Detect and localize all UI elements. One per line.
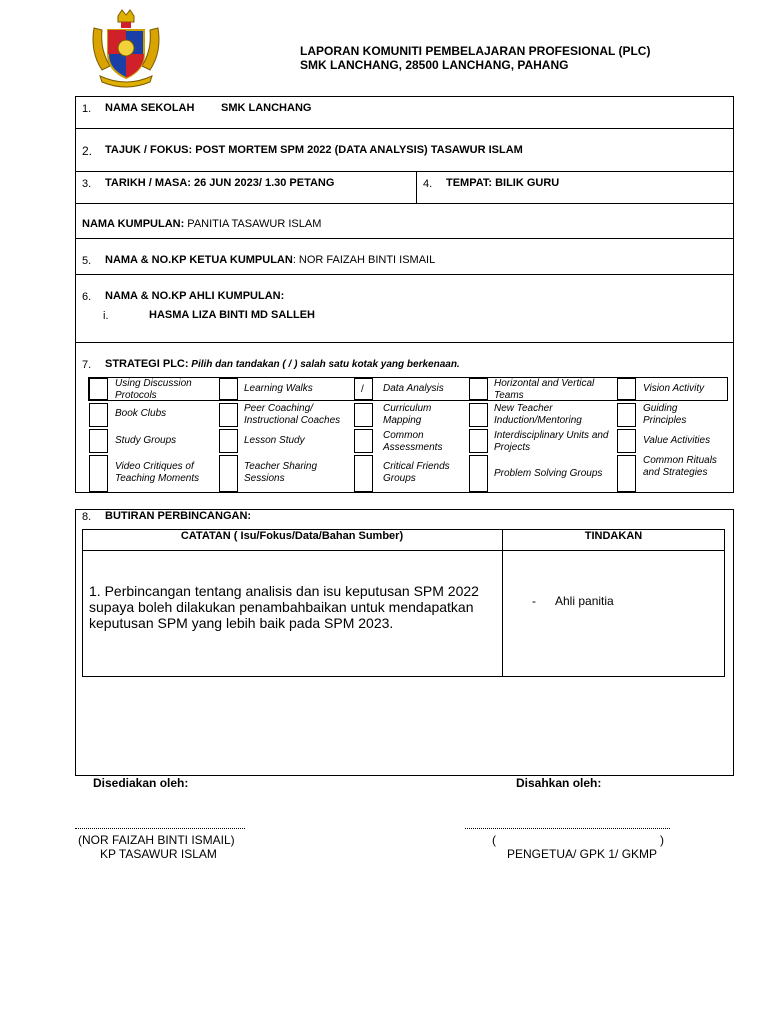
checkbox-common-assessments[interactable] [354, 429, 373, 453]
discussion-label: BUTIRAN PERBINCANGAN: [105, 510, 252, 522]
school-name-value: SMK LANCHANG [221, 102, 312, 114]
member-name: HASMA LIZA BINTI MD SALLEH [149, 309, 316, 321]
school-address: SMK LANCHANG, 28500 LANCHANG, PAHANG [300, 58, 569, 72]
group-name-label: NAMA KUMPULAN: [82, 218, 185, 230]
checkbox-guiding-principles[interactable] [617, 403, 636, 427]
strategy-horizontal-vertical: Horizontal and Vertical Teams [494, 378, 595, 401]
strategy-book-clubs: Book Clubs [115, 408, 167, 419]
prepared-signature-line [75, 828, 245, 829]
strategy-label: STRATEGI PLC: [105, 358, 189, 370]
row-8-number: 8. [82, 511, 92, 523]
group-members-label: NAMA & NO.KP AHLI KUMPULAN: [105, 290, 285, 302]
catatan-header: CATATAN ( Isu/Fokus/Data/Bahan Sumber) [180, 530, 404, 542]
date-time-label: TARIKH / MASA: 26 JUN 2023/ 1.30 PETANG [105, 177, 335, 189]
data-analysis-check-mark: / [361, 384, 364, 395]
checkbox-new-teacher[interactable] [469, 403, 488, 427]
checkbox-lesson-study[interactable] [219, 429, 238, 453]
strategy-lesson-study: Lesson Study [244, 435, 305, 446]
row-3-number: 3. [82, 178, 92, 190]
report-title: LAPORAN KOMUNITI PEMBELAJARAN PROFESIONAL (PLC) [300, 44, 651, 58]
strategy-learning-walks: Learning Walks [244, 383, 313, 394]
venue-label: TEMPAT: BILIK GURU [446, 177, 560, 189]
strategy-problem-solving: Problem Solving Groups [494, 468, 603, 479]
approved-by-label: Disahkan oleh: [516, 776, 602, 790]
checkbox-vision-activity[interactable] [617, 378, 636, 400]
catatan-text: 1. Perbincangan tentang analisis dan isu keputusan SPM 2022 supaya boleh dilakukan penambahbaikan untuk mendapatkan keputusan SPM yang lebih baik pada SPM 2023. [89, 583, 479, 631]
tindakan-dash: - [532, 594, 536, 608]
strategy-study-groups: Study Groups [115, 435, 177, 446]
row-7-number: 7. [82, 359, 92, 371]
strategy-teacher-sharing: Teacher Sharing Sessions [244, 461, 318, 484]
row-4-number: 4. [423, 178, 433, 190]
checkbox-problem-solving[interactable] [469, 455, 488, 492]
checkbox-teacher-sharing[interactable] [219, 455, 238, 492]
group-name-value: PANITIA TASAWUR ISLAM [184, 218, 322, 230]
checkbox-book-clubs[interactable] [89, 403, 108, 427]
strategy-new-teacher: New Teacher Induction/Mentoring [494, 403, 582, 426]
member-number: i. [103, 310, 109, 322]
group-leader-value: : NOR FAIZAH BINTI ISMAIL [292, 254, 436, 266]
checkbox-horizontal-vertical[interactable] [469, 378, 488, 400]
topic-label: TAJUK / FOKUS: POST MORTEM SPM 2022 (DATA ANALYSIS) TASAWUR ISLAM [105, 144, 523, 156]
approved-signature-line [465, 828, 670, 829]
tindakan-text: Ahli panitia [555, 594, 614, 608]
checkbox-study-groups[interactable] [89, 429, 108, 453]
strategy-discussion-protocols: Using Discussion Protocols [115, 378, 192, 401]
strategy-curriculum-mapping: Curriculum Mapping [383, 403, 432, 426]
strategy-peer-coaching: Peer Coaching/ Instructional Coaches [244, 403, 341, 426]
strategy-video-critiques: Video Critiques of Teaching Moments [115, 461, 200, 484]
checkbox-video-critiques[interactable] [89, 455, 108, 492]
strategy-interdisciplinary: Interdisciplinary Units and Projects [494, 430, 609, 453]
school-name-label: NAMA SEKOLAH [105, 102, 195, 114]
group-leader [105, 254, 435, 266]
group-name [82, 218, 321, 230]
strategy-value-activities: Value Activities [643, 435, 711, 446]
checkbox-value-activities[interactable] [617, 429, 636, 453]
checkbox-curriculum-mapping[interactable] [354, 403, 373, 427]
strategy-common-assessments: Common Assessments [383, 430, 443, 453]
prepared-by-label: Disediakan oleh: [93, 776, 189, 790]
row-1-number: 1. [82, 103, 92, 115]
group-leader-label: NAMA & NO.KP KETUA KUMPULAN [105, 254, 293, 266]
approved-name-close: ) [660, 833, 664, 847]
school-crest-logo [88, 8, 164, 88]
strategy-vision-activity: Vision Activity [643, 383, 705, 394]
tindakan-header: TINDAKAN [584, 530, 643, 542]
row-2-number: 2. [82, 144, 93, 158]
row-6-number: 6. [82, 291, 92, 303]
strategy-instruction: Pilih dan tandakan ( / ) salah satu kotak yang berkenaan. [188, 359, 460, 370]
strategy-critical-friends: Critical Friends Groups [383, 461, 450, 484]
strategy-heading [105, 358, 460, 370]
prepared-name: (NOR FAIZAH BINTI ISMAIL) [78, 833, 235, 847]
checkbox-peer-coaching[interactable] [219, 403, 238, 427]
checkbox-common-rituals[interactable] [617, 455, 636, 492]
prepared-role: KP TASAWUR ISLAM [100, 847, 217, 861]
checkbox-discussion-protocols[interactable] [89, 378, 108, 400]
row-5-number: 5. [82, 255, 92, 267]
checkbox-interdisciplinary[interactable] [469, 429, 488, 453]
approved-name-open: ( [492, 833, 496, 847]
strategy-data-analysis: Data Analysis [383, 383, 444, 394]
strategy-guiding-principles: Guiding Principles [643, 403, 687, 426]
checkbox-critical-friends[interactable] [354, 455, 373, 492]
strategy-common-rituals: Common Rituals and Strategies [643, 455, 717, 478]
approved-role: PENGETUA/ GPK 1/ GKMP [507, 847, 658, 861]
checkbox-learning-walks[interactable] [219, 378, 238, 400]
